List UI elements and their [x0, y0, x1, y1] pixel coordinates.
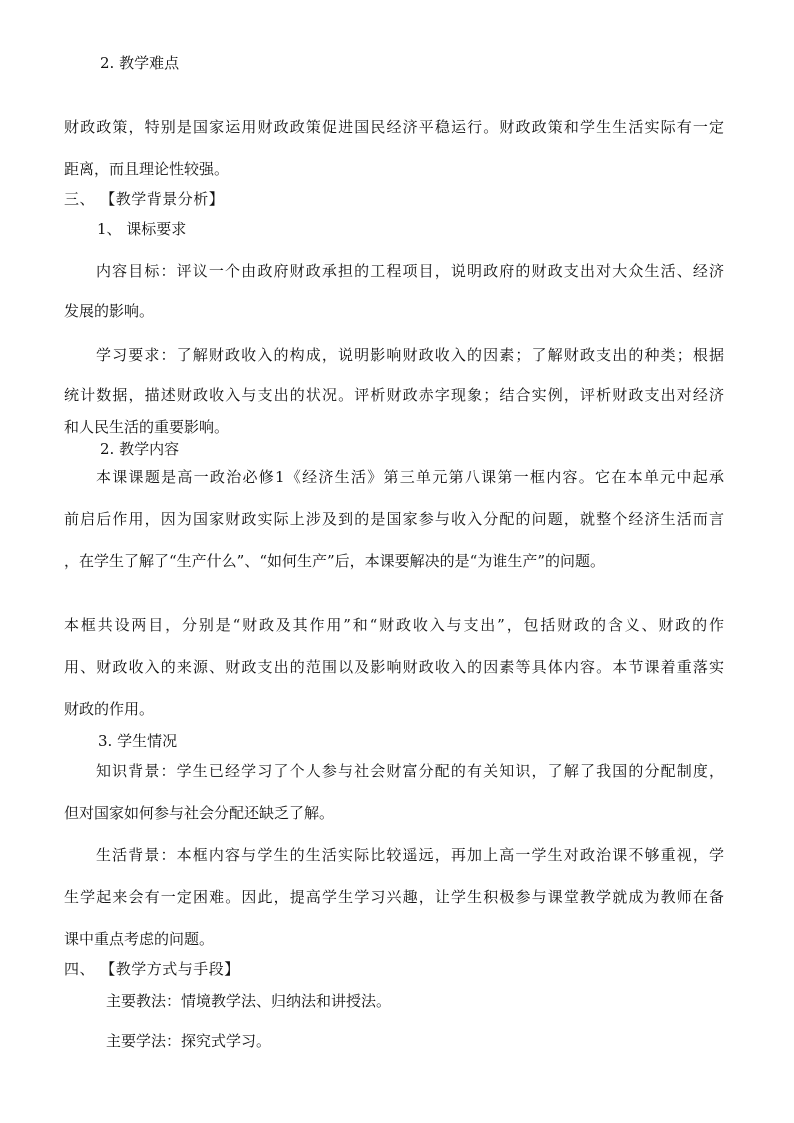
- life-bg-line-3: 课中重点考虑的问题。: [64, 930, 215, 948]
- knowledge-bg-line-1: 知识背景：学生已经学习了个人参与社会财富分配的有关知识，了解了我国的分配制度，: [96, 762, 724, 780]
- life-bg-line-2: 生学起来会有一定困难。因此，提高学生学习兴趣，让学生积极参与课堂教学就成为教师在备: [64, 888, 724, 906]
- content-text-line-1: 本课课题是高一政治必修1《经济生活》第三单元第八课第一框内容。它在本单元中起承: [96, 468, 724, 486]
- frame-text-line-3: 财政的作用。: [64, 700, 155, 718]
- students-heading: 3. 学生情况: [98, 732, 178, 750]
- learning-req-line-3: 和人民生活的重要影响。: [64, 418, 230, 436]
- section4-heading: 四、 【教学方式与手段】: [64, 960, 240, 978]
- content-heading: 2. 教学内容: [100, 440, 180, 458]
- difficulty-heading: 2. 教学难点: [100, 54, 180, 72]
- difficulty-text-line-1: 财政政策，特别是国家运用财政政策促进国民经济平稳运行。财政政策和学生生活实际有一定: [64, 118, 724, 136]
- learning-req-line-2: 统计数据，描述财政收入与支出的状况。评析财政赤字现象；结合实例，评析财政支出对经济: [64, 386, 724, 404]
- section3-heading: 三、 【教学背景分析】: [64, 190, 225, 208]
- frame-text-line-2: 用、财政收入的来源、财政支出的范围以及影响财政收入的因素等具体内容。本节课着重落实: [64, 658, 724, 676]
- knowledge-bg-line-2: 但对国家如何参与社会分配还缺乏了解。: [64, 804, 335, 822]
- content-text-line-2: 前启后作用，因为国家财政实际上涉及到的是国家参与收入分配的问题，就整个经济生活而言: [64, 510, 724, 528]
- life-bg-line-1: 生活背景：本框内容与学生的生活实际比较遥远，再加上高一学生对政治课不够重视，学: [96, 846, 724, 864]
- content-goal-line-1: 内容目标：评议一个由政府财政承担的工程项目，说明政府的财政支出对大众生活、经济: [96, 262, 724, 280]
- frame-text-line-1: 本框共设两目，分别是“财政及其作用”和“财政收入与支出”，包括财政的含义、财政的作: [64, 616, 724, 634]
- learning-method: 主要学法：探究式学习。: [106, 1032, 272, 1050]
- curriculum-heading: 1、 课标要求: [97, 220, 187, 238]
- teaching-method: 主要教法：情境教学法、归纳法和讲授法。: [106, 992, 392, 1010]
- content-text-line-3: ，在学生了解了“生产什么”、“如何生产”后，本课要解决的是“为谁生产”的问题。: [64, 552, 606, 570]
- difficulty-text-line-2: 距离，而且理论性较强。: [64, 160, 230, 178]
- content-goal-line-2: 发展的影响。: [64, 302, 155, 320]
- learning-req-line-1: 学习要求：了解财政收入的构成，说明影响财政收入的因素；了解财政支出的种类；根据: [96, 346, 724, 364]
